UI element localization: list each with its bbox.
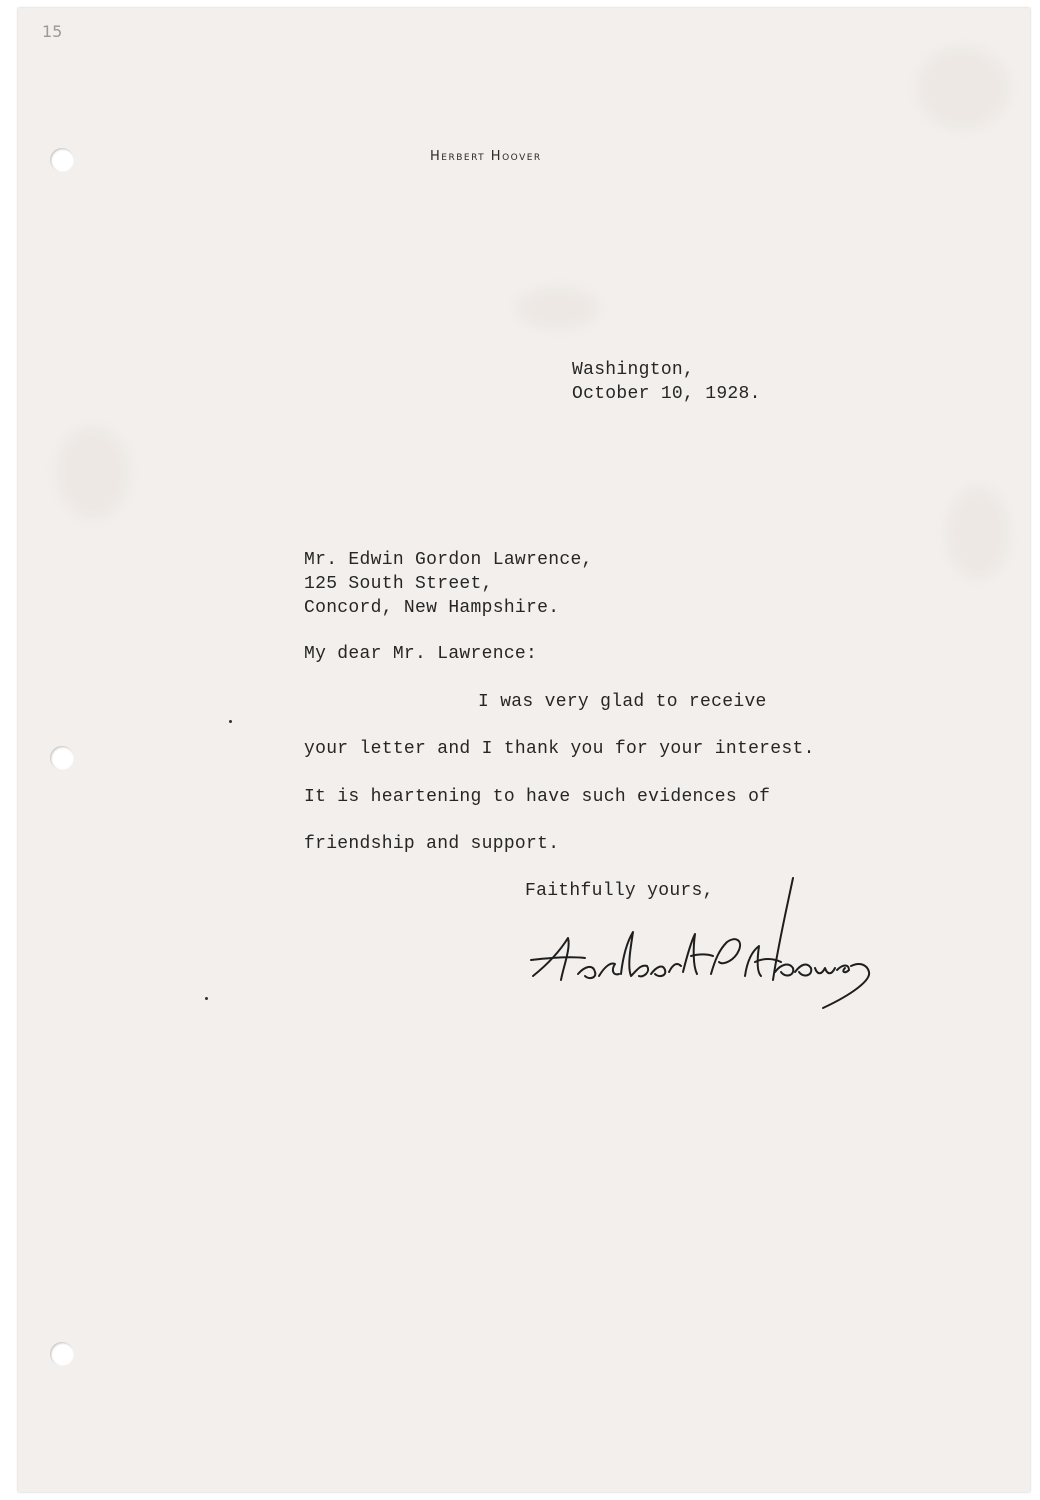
salutation: My dear Mr. Lawrence:	[304, 644, 538, 664]
punch-hole	[50, 1342, 74, 1366]
ink-speck	[205, 997, 208, 1000]
recipient-city: Concord, New Hampshire.	[304, 598, 560, 618]
letterhead: Herbert Hoover	[430, 149, 542, 164]
body-line: It is heartening to have such evidences of	[304, 787, 771, 807]
paper-stain	[918, 48, 1008, 128]
body-line: friendship and support.	[304, 834, 560, 854]
body-line: your letter and I thank you for your interest.	[304, 739, 815, 759]
body-line: I was very glad to receive	[478, 692, 767, 712]
archive-mark: 15	[42, 22, 63, 41]
recipient-street: 125 South Street,	[304, 574, 493, 594]
recipient-name: Mr. Edwin Gordon Lawrence,	[304, 550, 593, 570]
paper-stain	[58, 428, 128, 518]
punch-hole	[50, 746, 74, 770]
ink-speck	[229, 720, 232, 723]
paper-stain	[518, 288, 598, 328]
dateline-place: Washington,	[572, 360, 695, 380]
letter-page	[18, 8, 1030, 1492]
handwritten-signature	[523, 876, 883, 1026]
closing: Faithfully yours,	[525, 881, 714, 901]
dateline-date: October 10, 1928.	[572, 384, 761, 404]
paper-stain	[948, 488, 1008, 578]
punch-hole	[50, 148, 74, 172]
